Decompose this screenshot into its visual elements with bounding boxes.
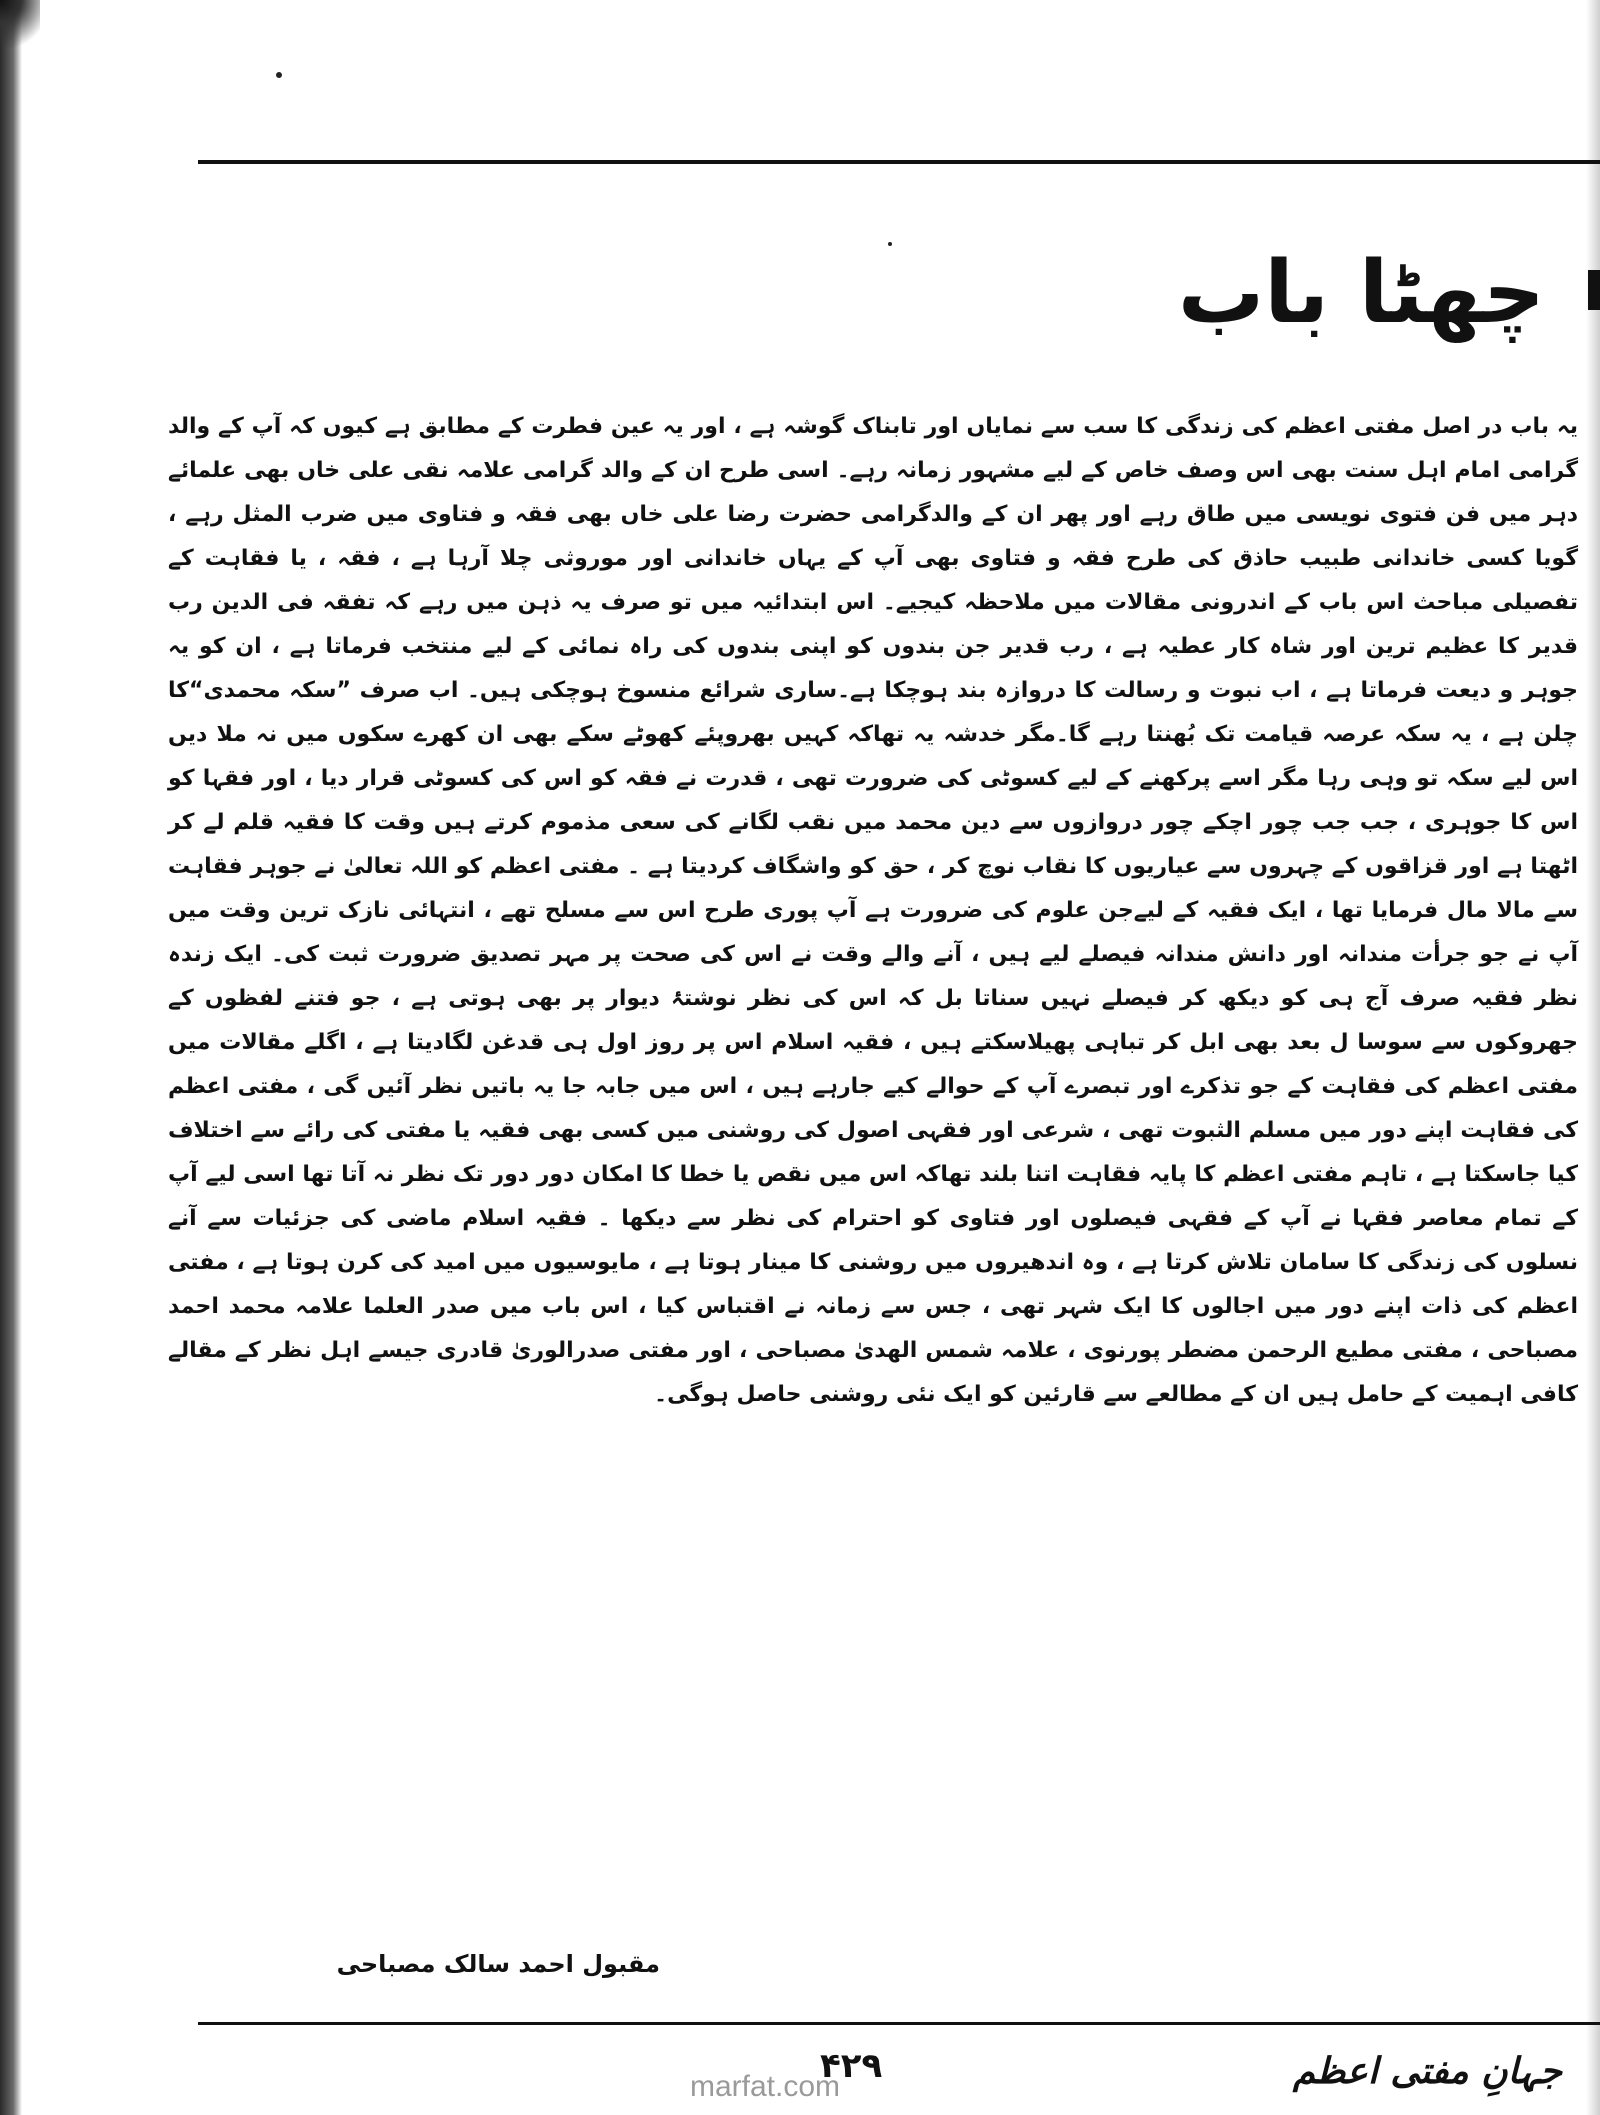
chapter-title: چھٹا باب: [1177, 243, 1545, 343]
footer-rule: [198, 2022, 1600, 2025]
page-number: ۴۲۹: [820, 2046, 883, 2086]
author-signature: مقبول احمد سالک مصباحی: [336, 1950, 660, 1978]
ink-speck: [888, 242, 892, 246]
ink-speck: [276, 72, 282, 78]
scan-right-edge: [1586, 0, 1600, 2115]
title-edge-fragment: [1588, 270, 1600, 310]
watermark: marfat.com: [690, 2070, 841, 2103]
header-rule: [198, 160, 1600, 164]
body-paragraph: یہ باب در اصل مفتی اعظم کی زندگی کا سب سے نمایاں اور تابناک گوشہ ہے ، اور یہ عین فطرت کے مطابق ہے کیوں کہ آپ کے والد گرامی امام اہل سنت بھی اس وصف خاص کے لیے مشہور زمانہ رہے۔ اسی طرح ان کے والد گرامی علامہ نقی علی خاں بھی علمائے دہر میں فن فتوی نویسی میں طاق رہے اور پھر ان کے والدگرامی حضرت رضا علی خاں بھی فقہ و فتاوی میں ضرب المثل رہے ، گویا کسی خاندانی طبیب حاذق کی طرح فقہ و فتاوی بھی آپ کے یہاں خاندانی اور موروثی چلا آرہا ہے ، فقہ ، یا فقاہت کے تفصیلی مباحث اس باب کے اندرونی مقالات میں ملاحظہ کیجیے۔ اس ابتدائیہ میں تو صرف یہ ذہن میں رہے کہ تفقہ فی الدین رب قدیر کا عظیم ترین اور شاہ کار عطیہ ہے ، رب قدیر جن بندوں کو اپنی بندوں کی راہ نمائی کے لیے منتخب فرماتا ہے ، ان کو یہ جوہر و دیعت فرماتا ہے ، اب نبوت و رسالت کا دروازہ بند ہوچکا ہے۔ساری شرائع منسوخ ہوچکی ہیں۔ اب صرف ”سکہ محمدی“کا چلن ہے ، یہ سکہ عرصہ قیامت تک بُھنتا رہے گا۔مگر خدشہ یہ تھاکہ کہیں بھروپئے کھوٹے سکے بھی ان کھرے سکوں میں نہ ملا دیں اس لیے سکہ تو وہی رہا مگر اسے پرکھنے کے لیے کسوٹی کی ضرورت تھی ، قدرت نے فقہ کو اس کی کسوٹی قرار دیا ، اور فقہا کو اس کا جوہری ، جب جب چور اچکے چور دروازوں سے دین محمد میں نقب لگانے کی سعی مذموم کرتے ہیں وقت کا فقیہ قلم لے کر اٹھتا ہے اور قزاقوں کے چہروں سے عیاریوں کا نقاب نوچ کر ، حق کو واشگاف کردیتا ہے ۔ مفتی اعظم کو اللہ تعالیٰ نے جوہر فقاہت سے مالا مال فرمایا تھا ، ایک فقیہ کے لیےجن علوم کی ضرورت ہے آپ پوری طرح اس سے مسلح تھے ، انتہائی نازک ترین وقت میں آپ نے جو جرأت مندانہ اور دانش مندانہ فیصلے لیے ہیں ، آنے والے وقت نے اس کی صحت پر مہر تصدیق ضرورت ثبت کی۔ ایک زندہ نظر فقیہ صرف آج ہی کو دیکھ کر فیصلے نہیں سناتا بل کہ اس کی نظر نوشتۂ دیوار پر بھی ہوتی ہے ، جو فتنے لفظوں کے جھروکوں سے سوسا ل بعد بھی ابل کر تباہی پھیلاسکتے ہیں ، فقیہ اسلام اس پر روز اول ہی قدغن لگادیتا ہے ، اگلے مقالات میں مفتی اعظم کی فقاہت کے جو تذکرے اور تبصرے آپ کے حوالے کیے جارہے ہیں ، اس میں جابہ جا یہ باتیں نظر آئیں گی ، مفتی اعظم کی فقاہت اپنے دور میں مسلم الثبوت تھی ، شرعی اور فقہی اصول کی روشنی میں کسی بھی فقیہ یا مفتی کی رائے سے اختلاف کیا جاسکتا ہے ، تاہم مفتی اعظم کا پایہ فقاہت اتنا بلند تھاکہ اس میں نقص یا خطا کا امکان دور دور تک نظر نہ آتا تھا اسی لیے آپ کے تمام معاصر فقہا نے آپ کے فقہی فیصلوں اور فتاوی کو احترام کی نظر سے دیکھا ۔ فقیہ اسلام ماضی کی جزئیات سے آنے نسلوں کی زندگی کا سامان تلاش کرتا ہے ، وہ اندھیروں میں روشنی کا مینار ہوتا ہے ، مایوسیوں میں امید کی کرن ہوتا ہے ، مفتی اعظم کی ذات اپنے دور میں اجالوں کا ایک شہر تھی ، جس سے زمانہ نے اقتباس کیا ، اس باب میں صدر العلما علامہ محمد احمد مصباحی ، مفتی مطیع الرحمن مضطر پورنوی ، علامہ شمس الھدیٰ مصباحی ، اور مفتی صدرالوریٰ قادری جیسے اہل نظر کے مقالے کافی اہمیت کے حامل ہیں ان کے مطالعے سے قارئین کو ایک نئی روشنی حاصل ہوگی۔: [168, 414, 1578, 1407]
chapter-intro-text: [168, 405, 1578, 1417]
footer-book-name: جہانِ مفتی اعظم: [1292, 2050, 1562, 2092]
scan-edge-shadow: [0, 0, 22, 2115]
scan-corner-shadow: [0, 0, 40, 60]
